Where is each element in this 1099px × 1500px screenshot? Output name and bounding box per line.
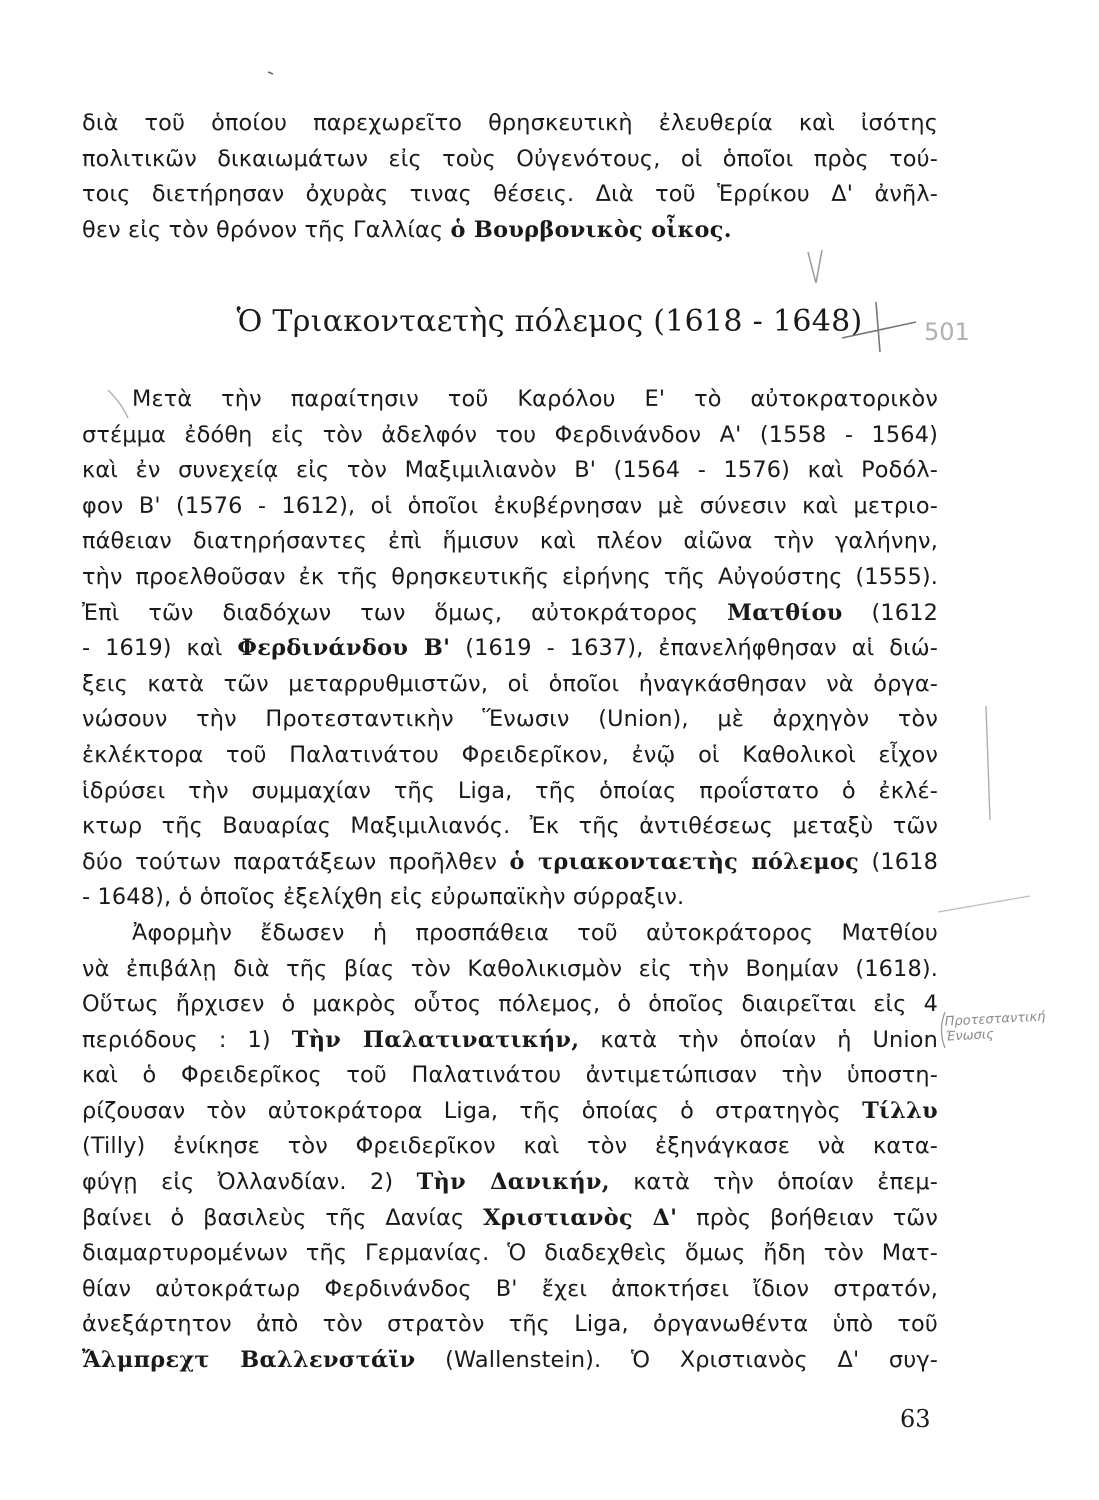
bold-term: Τίλλυ: [862, 1097, 938, 1124]
text-line: [82, 213, 938, 249]
text-fragment: (1619 - 1637), ἐπανελήφθησαν αἱ διώ-: [465, 635, 938, 662]
text-line: τοις διετήρησαν ὀχυρὰς τινας θέσεις. Διὰ τοῦ Ἑρρίκου Δ' ἀνῆλ-: [82, 181, 938, 208]
bold-term: Χριστιανὸς Δ': [483, 1204, 678, 1231]
section-heading: Ὁ Τριακονταετὴς πόλεμος (1618 - 1648): [236, 304, 863, 339]
text-line: [82, 596, 938, 632]
text-line: διὰ τοῦ ὁποίου παρεχωρεῖτο θρησκευτικὴ ἐλευθερία καὶ ἰσότης: [82, 110, 938, 136]
text-fragment: κατὰ τὴν ὁποίαν ἡ Union: [600, 1026, 938, 1053]
text-line: [82, 1023, 938, 1059]
text-fragment: δύο τούτων παρατάξεων προῆλθεν: [82, 848, 498, 875]
margin-note-number: 501: [924, 318, 970, 346]
bold-term: Τὴν Παλατινατικήν,: [291, 1026, 580, 1053]
text-line: ἐκλέκτορα τοῦ Παλατινάτου Φρειδερῖκον, ἐνῷ οἱ Καθολικοὶ εἶχον: [82, 741, 938, 768]
text-line: διαμαρτυρομένων τῆς Γερμανίας. Ὁ διαδεχθεὶς ὅμως ἤδη τὸν Ματ-: [82, 1240, 938, 1267]
text-line: θίαν αὐτοκράτωρ Φερδινάνδος Β' ἔχει ἀποκτήσει ἴδιον στρατόν,: [82, 1275, 938, 1302]
text-line: πολιτικῶν δικαιωμάτων εἰς τοὺς Οὐγενότους, οἱ ὁποῖοι πρὸς τού-: [82, 145, 938, 172]
text-line: Ἀφορμὴν ἔδωσεν ἡ προσπάθεια τοῦ αὐτοκράτορος Ματθίου: [132, 919, 938, 946]
text-fragment: κατὰ τὴν ὁποίαν ἐπεμ-: [633, 1169, 938, 1196]
margin-handwritten-note: [944, 1009, 1046, 1044]
text-line: καὶ ἐν συνεχείᾳ εἰς τὸν Μαξιμιλιανὸν Β' (1564 - 1576) καὶ Ροδόλ-: [82, 457, 938, 484]
text-line: ἱδρύσει τὴν συμμαχίαν τῆς Liga, τῆς ὁποίας προΐστατο ὁ ἐκλέ-: [82, 777, 938, 804]
intro-paragraph: [82, 106, 938, 248]
text-line: - 1648), ὁ ὁποῖος ἐξελίχθη εἰς εὐρωπαϊκὴν σύρραξιν.: [82, 884, 685, 911]
text-fragment: (1618: [871, 848, 938, 875]
tick-mark: [268, 72, 273, 74]
check-mark-icon: [808, 250, 822, 283]
margin-note-line: Ένωσις: [945, 1027, 995, 1045]
page-number: 63: [900, 1405, 931, 1433]
text-line: [82, 845, 938, 881]
text-line: νώσουν τὴν Προτεσταντικὴν Ἕνωσιν (Union), μὲ ἀρχηγὸν τὸν: [82, 706, 938, 733]
text-fragment: Ἐπὶ τῶν διαδόχων των ὅμως, αὐτοκράτορος: [82, 599, 699, 626]
text-fragment: - 1619) καὶ: [82, 635, 223, 662]
bold-term: Ματθίου: [727, 599, 843, 626]
text-line: [82, 1201, 938, 1237]
text-fragment: περιόδους : 1): [82, 1026, 271, 1053]
text-line: [82, 631, 938, 667]
text-line: τὴν προελθοῦσαν ἐκ τῆς θρησκευτικῆς εἰρήνης τῆς Αὐγούστης (1555).: [82, 563, 938, 590]
text-line: νὰ ἐπιβάλῃ διὰ τῆς βίας τὸν Καθολικισμὸν εἰς τὴν Βοημίαν (1618).: [82, 955, 938, 982]
text-line: φον Β' (1576 - 1612), οἱ ὁποῖοι ἐκυβέρνησαν μὲ σύνεσιν καὶ μετριο-: [82, 492, 938, 519]
text-line: κτωρ τῆς Βαυαρίας Μαξιμιλιανός. Ἐκ τῆς ἀντιθέσεως μεταξὺ τῶν: [82, 813, 938, 840]
margin-line: [938, 896, 1030, 912]
bold-term: Τὴν Δανικήν,: [416, 1169, 610, 1196]
text-line: [82, 1094, 938, 1130]
text-line: στέμμα ἐδόθη εἰς τὸν ἀδελφόν του Φερδινάνδον Α' (1558 - 1564): [82, 421, 938, 448]
margin-note-line: Προτεσταντική: [944, 1009, 1046, 1030]
text-fragment: (Wallenstein). Ὁ Χριστιανὸς Δ' συγ-: [445, 1347, 939, 1374]
text-line: Μετὰ τὴν παραίτησιν τοῦ Καρόλου Ε' τὸ αὐτοκρατορικὸν: [132, 386, 938, 412]
text-line: Οὕτως ἤρχισεν ὁ μακρὸς οὗτος πόλεμος, ὁ ὁποῖος διαιρεῖται εἰς 4: [82, 991, 938, 1018]
bold-term: Ἄλμπρεχτ Βαλλενστάϊν: [82, 1347, 416, 1374]
text-line: πάθειαν διατηρήσαντες ἐπὶ ἥμισυν καὶ πλέον αἰῶνα τὴν γαλήνην,: [82, 528, 938, 555]
text-fragment: ρίζουσαν τὸν αὐτοκράτορα Liga, τῆς ὁποίας ὁ στρατηγὸς: [82, 1097, 841, 1124]
text-line: (Tilly) ἐνίκησε τὸν Φρειδερῖκον καὶ τὸν ἐξηνάγκασε νὰ κατα-: [82, 1133, 938, 1160]
text-fragment: θεν εἰς τὸν θρόνον τῆς Γαλλίας: [82, 216, 444, 243]
text-line: καὶ ὁ Φρειδερῖκος τοῦ Παλατινάτου ἀντιμετώπισαν τὴν ὑποστη-: [82, 1062, 938, 1089]
text-line: [82, 1165, 938, 1201]
text-line: [82, 1343, 938, 1379]
main-text: [82, 382, 938, 1379]
text-fragment: πρὸς βοήθειαν τῶν: [696, 1204, 938, 1231]
text-line: ἀνεξάρτητον ἀπὸ τὸν στρατὸν τῆς Liga, ὀργανωθέντα ὑπὸ τοῦ: [82, 1311, 938, 1338]
bold-term: Φερδινάνδου Β': [237, 635, 451, 662]
text-fragment: φύγῃ εἰς Ὀλλανδίαν. 2): [82, 1169, 394, 1196]
text-fragment: βαίνει ὁ βασιλεὺς τῆς Δανίας: [82, 1204, 465, 1231]
text-fragment: (1612: [871, 599, 938, 626]
bold-term: ὁ Βουρβονικὸς οἶκος.: [450, 216, 732, 243]
margin-line: [986, 706, 990, 820]
text-line: ξεις κατὰ τῶν μεταρρυθμιστῶν, οἱ ὁποῖοι ἠναγκάσθησαν νὰ ὀργα-: [82, 670, 938, 697]
bold-term: ὁ τριακονταετὴς πόλεμος: [509, 848, 860, 875]
